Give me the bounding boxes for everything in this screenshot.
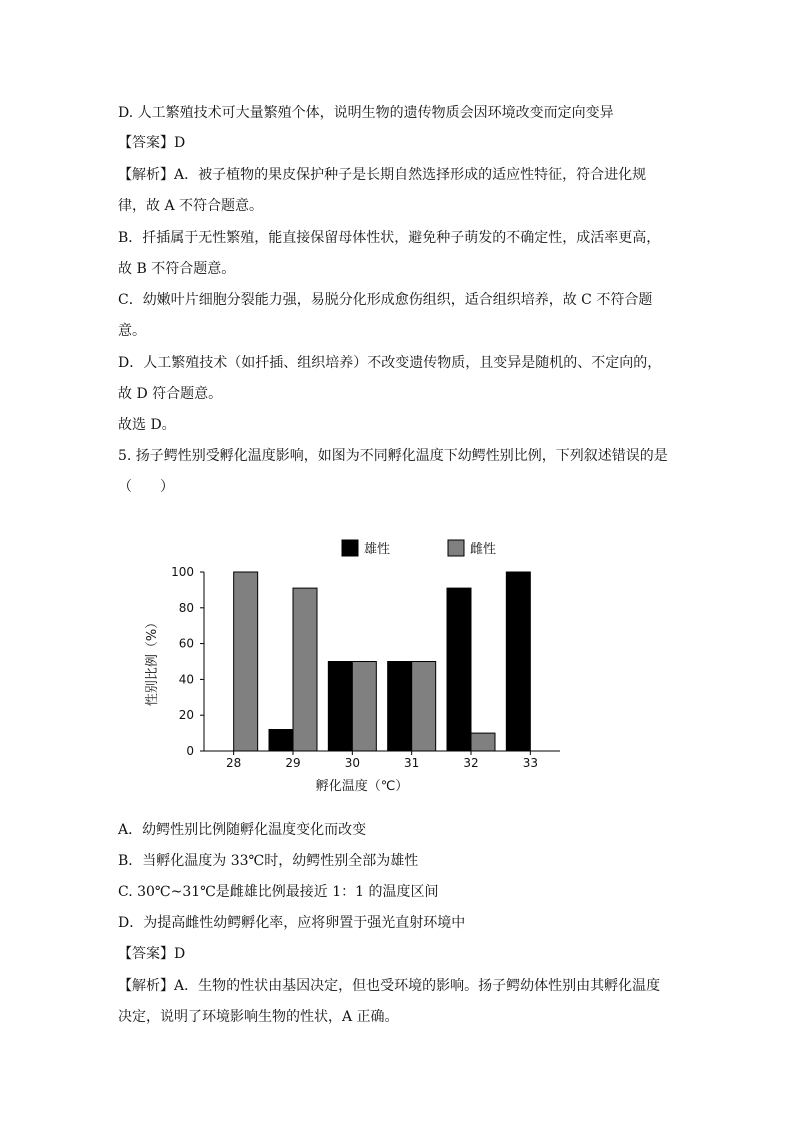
y-tick-label-40: 40	[178, 672, 194, 687]
text-line-top-12: （ ）	[118, 479, 174, 495]
legend-swatch-male	[342, 540, 358, 556]
x-tick-label-33: 33	[522, 756, 538, 770]
y-tick-label-0: 0	[186, 744, 194, 758]
text-line-top-9: 故 D 符合题意。	[118, 386, 223, 402]
text-line-top-7: 意。	[118, 323, 146, 339]
text-line-top-11: 5. 扬子鳄性别受孵化温度影响，如图为不同孵化温度下幼鳄性别比例，下列叙述错误的是	[118, 448, 668, 464]
y-tick-label-20: 20	[178, 708, 194, 723]
text-line-bottom-1: B．当孵化温度为 33℃时，幼鳄性别全部为雄性	[118, 853, 419, 869]
x-axis-label: 孵化温度（℃）	[315, 779, 409, 794]
legend-label-male: 雄性	[364, 542, 391, 557]
text-line-bottom-6: 决定，说明了环境影响生物的性状，A 正确。	[118, 1009, 399, 1025]
text-line-bottom-0: A．幼鳄性别比例随孵化温度变化而改变	[118, 822, 367, 838]
x-tick-label-32: 32	[463, 756, 479, 770]
text-line-top-10: 故选 D。	[118, 417, 176, 433]
x-tick-label-31: 31	[404, 756, 420, 770]
bar-female-32	[471, 733, 495, 751]
bar-male-31	[388, 662, 412, 752]
text-line-top-1: 【答案】D	[118, 135, 186, 151]
y-tick-label-100: 100	[171, 565, 194, 579]
y-tick-label-80: 80	[178, 600, 194, 615]
text-line-bottom-5: 【解析】A．生物的性状由基因决定，但也受环境的影响。扬子鳄幼体性别由其孵化温度	[118, 978, 661, 994]
bar-female-28	[234, 572, 258, 751]
text-line-bottom-3: D．为提高雌性幼鳄孵化率，应将卵置于强光直射环境中	[118, 915, 466, 931]
text-line-bottom-4: 【答案】D	[118, 946, 186, 962]
bar-female-29	[293, 588, 317, 751]
text-line-top-6: C．幼嫩叶片细胞分裂能力强，易脱分化形成愈伤组织，适合组织培养，故 C 不符合题	[118, 292, 653, 308]
bar-male-33	[506, 572, 530, 751]
y-axis-label: 性别比例（%）	[145, 615, 160, 707]
legend-label-female: 雌性	[470, 542, 497, 557]
bar-male-29	[269, 730, 293, 751]
text-line-bottom-2: C. 30℃~31℃是雌雄比例最接近 1：1 的温度区间	[118, 884, 439, 900]
text-line-top-4: B．扦插属于无性繁殖，能直接保留母体性状，避免种子萌发的不确定性，成活率更高，	[118, 230, 661, 246]
bar-male-30	[328, 662, 352, 752]
text-line-top-3: 律，故 A 不符合题意。	[118, 198, 264, 214]
bar-male-32	[447, 588, 471, 751]
sex-ratio-chart	[140, 528, 600, 812]
bar-female-31	[412, 662, 436, 752]
x-tick-label-29: 29	[285, 756, 301, 770]
text-line-top-8: D．人工繁殖技术（如扦插、组织培养）不改变遗传物质，且变异是随机的、不定向的，	[118, 355, 662, 371]
legend-swatch-female	[448, 540, 464, 556]
text-line-top-5: 故 B 不符合题意。	[118, 261, 236, 277]
chart-svg	[140, 528, 600, 808]
x-tick-label-28: 28	[226, 756, 242, 770]
x-tick-label-30: 30	[344, 756, 360, 770]
text-line-top-2: 【解析】A．被子植物的果皮保护种子是长期自然选择形成的适应性特征，符合进化规	[118, 167, 647, 183]
y-tick-label-60: 60	[178, 636, 194, 651]
text-line-top-0: D. 人工繁殖技术可大量繁殖个体，说明生物的遗传物质会因环境改变而定向变异	[118, 105, 614, 121]
bar-female-30	[352, 662, 376, 752]
